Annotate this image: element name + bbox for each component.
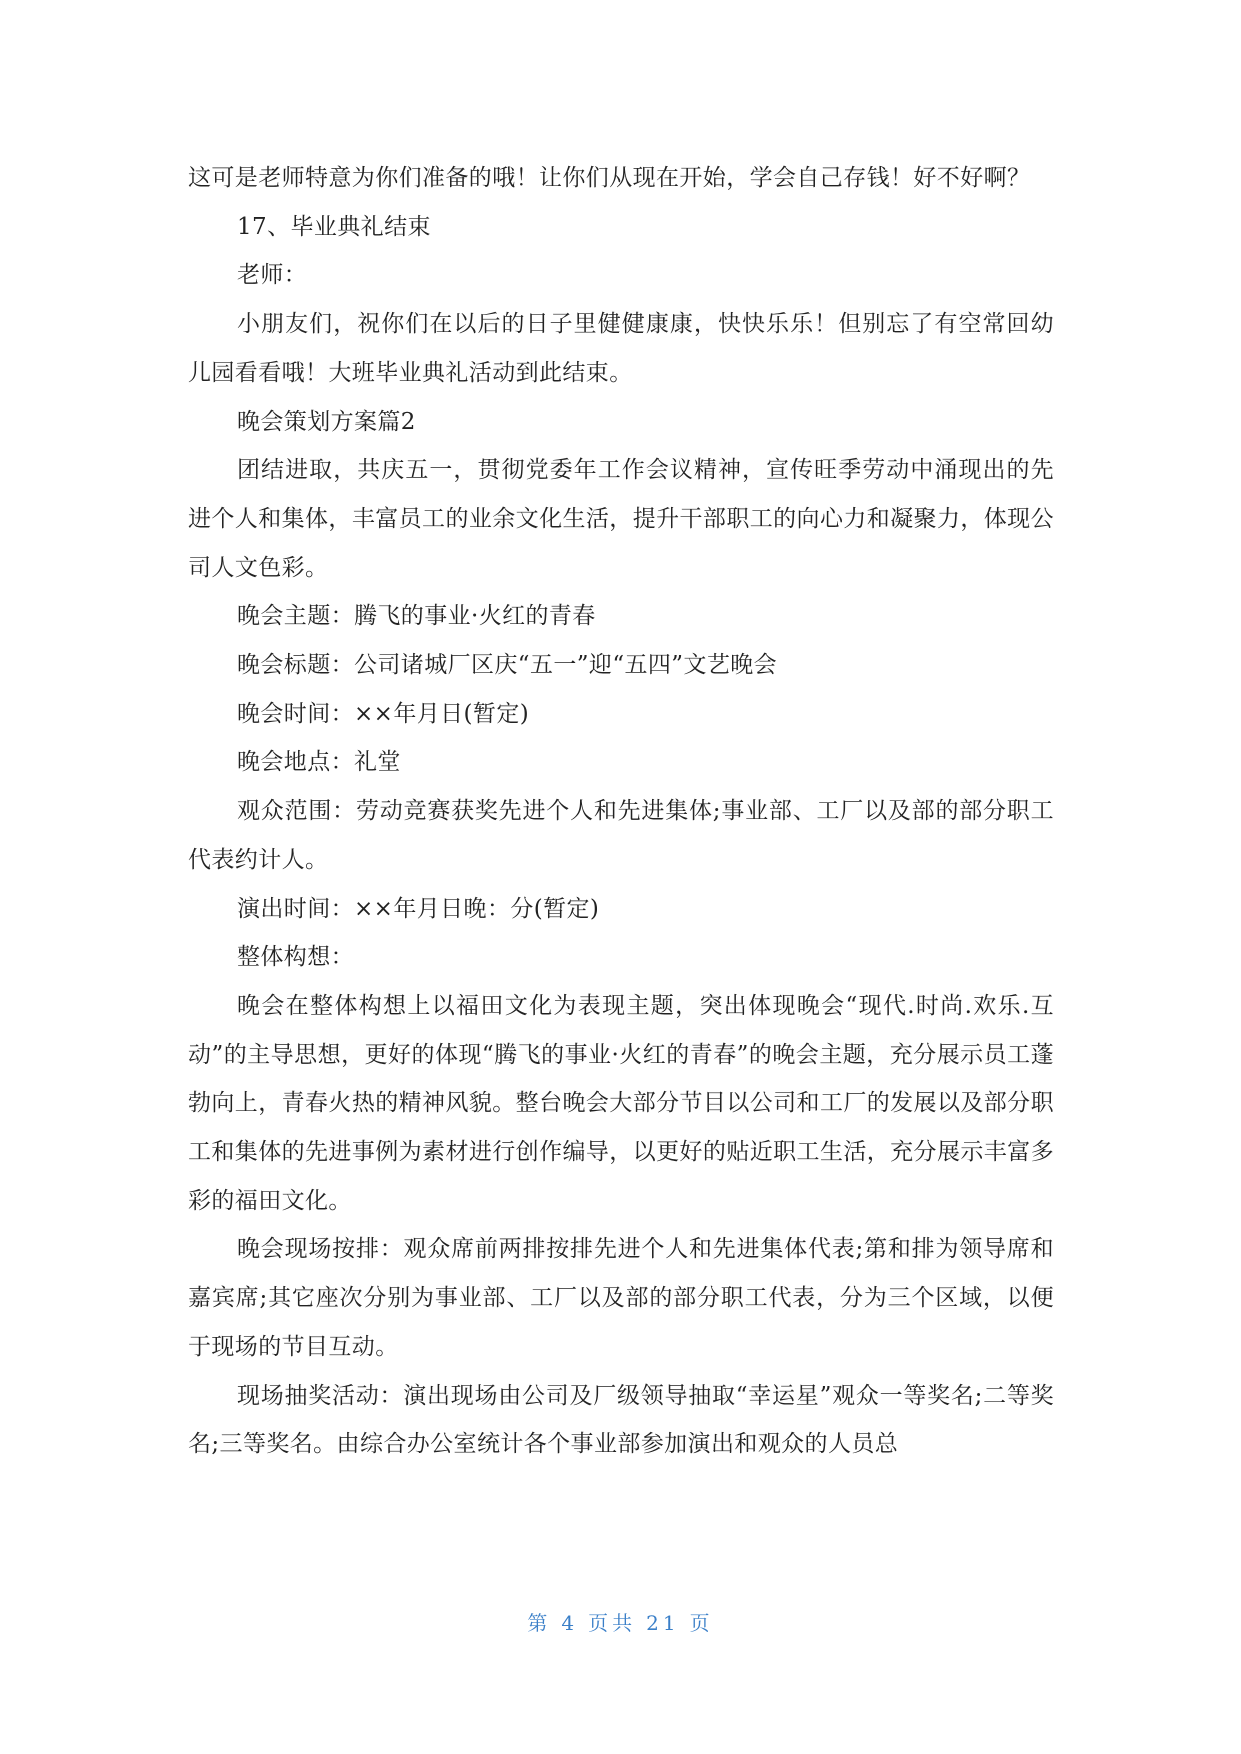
paragraph-theme: 晚会主题：腾飞的事业·火红的青春 — [237, 603, 596, 630]
paragraph-audience: 观众范围：劳动竞赛获奖先进个人和先进集体;事业部、工厂以及部的部分职工代表约计人。 — [188, 798, 1054, 873]
paragraph-6: 团结进取，共庆五一，贯彻党委年工作会议精神，宣传旺季劳动中涌现出的先进个人和集体，丰富员工的业余文化生活，提升干部职工的向心力和凝聚力，体现公司人文色彩。 — [188, 457, 1054, 581]
paragraph-show-time: 演出时间：××年月日晚：分(暂定) — [237, 895, 600, 922]
paragraph-4: 小朋友们，祝你们在以后的日子里健健康康，快快乐乐！但别忘了有空常回幼儿园看看哦！大班毕业典礼活动到此结束。 — [188, 311, 1054, 386]
paragraph-title: 晚会标题：公司诸城厂区庆“五一”迎“五四”文艺晚会 — [237, 652, 778, 679]
paragraph-2: 17、毕业典礼结束 — [237, 213, 431, 240]
footer-page-number: 4 — [561, 1611, 579, 1635]
document-body — [188, 154, 1054, 1469]
paragraph-3: 老师： — [237, 262, 308, 289]
paragraph-concept: 晚会在整体构想上以福田文化为表现主题，突出体现晚会“现代.时尚.欢乐.互动”的主导思想，更好的体现“腾飞的事业·火红的青春”的晚会主题，充分展示员工蓬勃向上，青春火热的精神风貌。整台晚会大部分节目以公司和工厂的发展以及部分职工和集体的先进事例为素材进行创作编导，以更好的贴近职工生活，充分展示丰富多彩的福田文化。 — [188, 992, 1054, 1214]
paragraph-1: 这可是老师特意为你们准备的哦！让你们从现在开始，学会自己存钱！好不好啊？ — [188, 165, 1031, 191]
paragraph-concept-label: 整体构想： — [237, 944, 354, 971]
page-footer — [0, 1607, 1241, 1636]
section-heading: 晚会策划方案篇2 — [237, 408, 416, 435]
paragraph-seating: 晚会现场按排：观众席前两排按排先进个人和先进集体代表;第和排为领导席和嘉宾席;其它座次分别为事业部、工厂以及部的部分职工代表，分为三个区域，以便于现场的节目互动。 — [188, 1236, 1054, 1360]
footer-suffix: 页 — [689, 1611, 714, 1635]
paragraph-location: 晚会地点：礼堂 — [237, 749, 401, 776]
paragraph-time: 晚会时间：××年月日(暂定) — [237, 700, 530, 727]
footer-total-pages: 21 — [646, 1611, 680, 1635]
footer-prefix: 第 — [527, 1611, 552, 1635]
paragraph-lottery: 现场抽奖活动：演出现场由公司及厂级领导抽取“幸运星”观众一等奖名;二等奖名;三等奖名。由综合办公室统计各个事业部参加演出和观众的人员总 — [188, 1382, 1054, 1458]
footer-middle: 页共 — [588, 1611, 637, 1635]
